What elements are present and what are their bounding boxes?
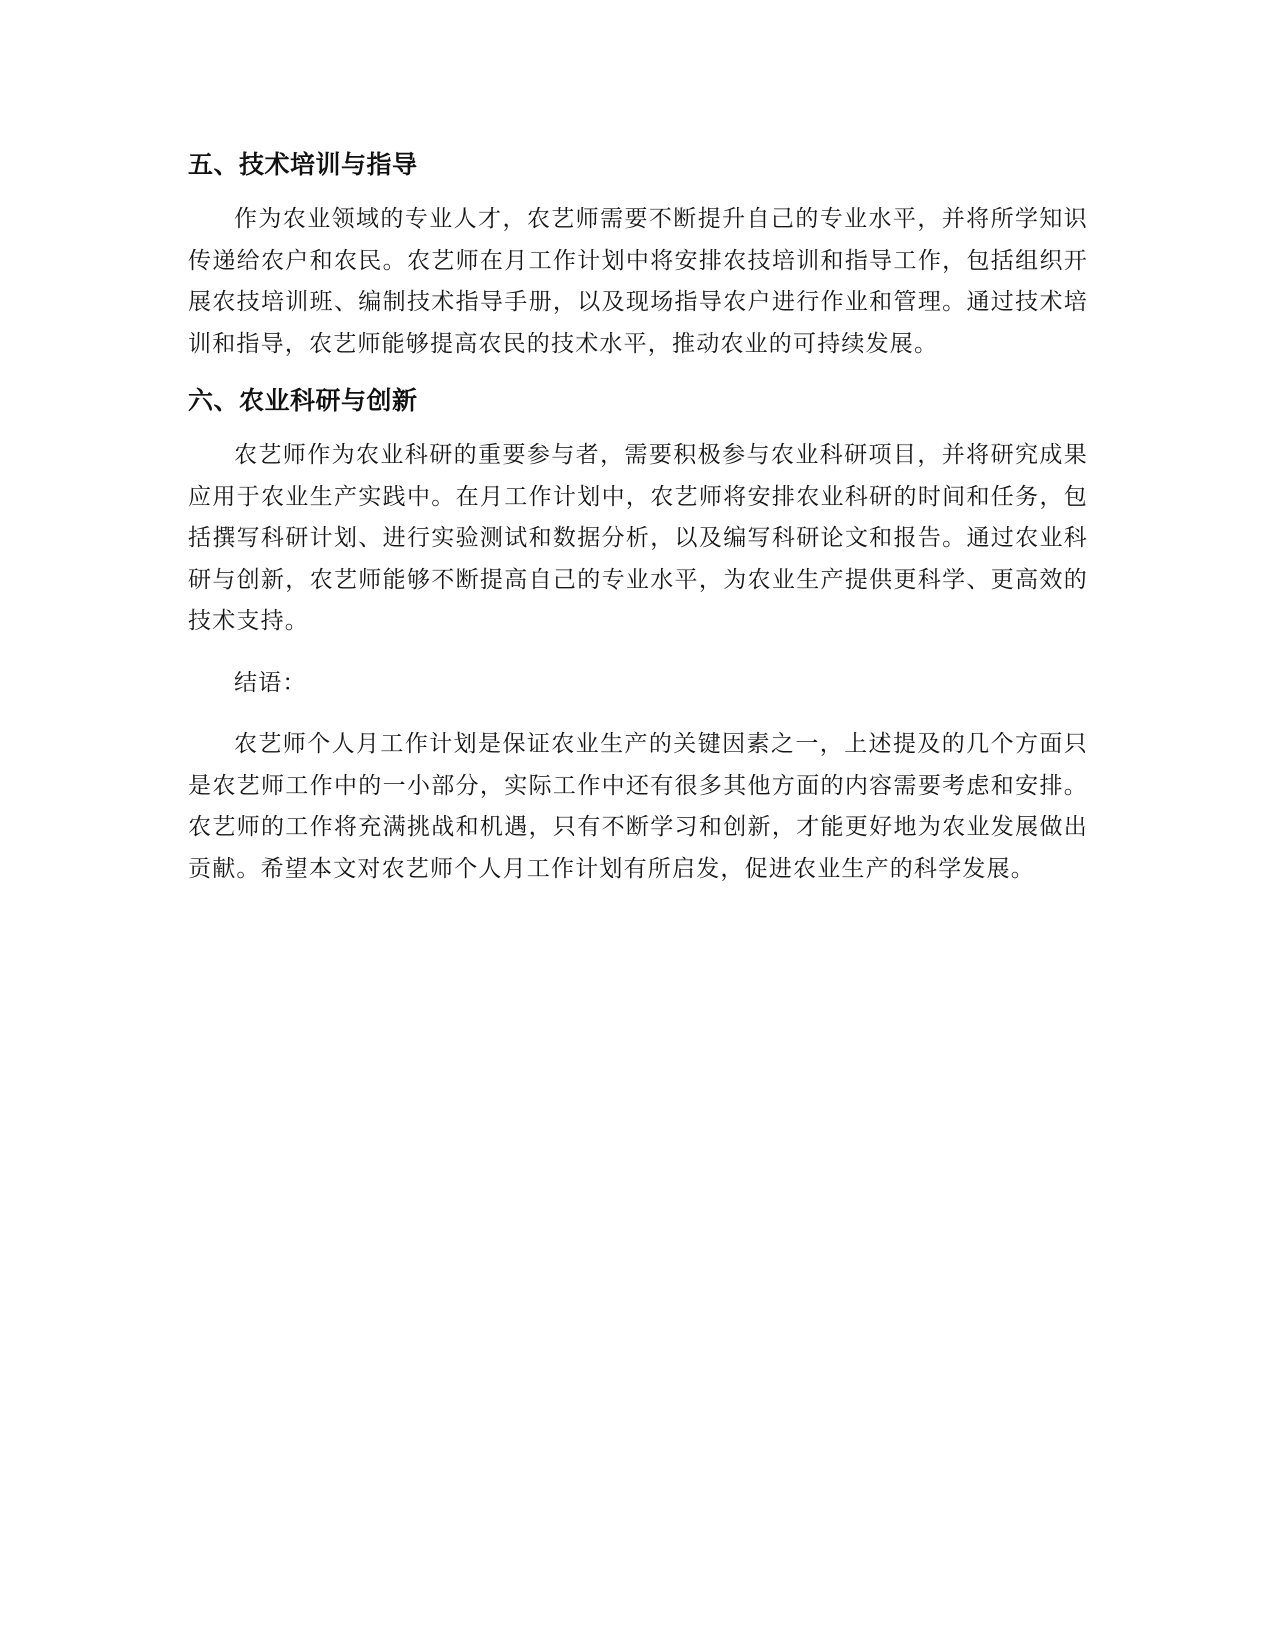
document-body xyxy=(188,148,1088,890)
section-paragraph-research: 农艺师作为农业科研的重要参与者，需要积极参与农业科研项目，并将研究成果应用于农业生产实践中。在月工作计划中，农艺师将安排农业科研的时间和任务，包括撰写科研计划、进行实验测试和数据分析，以及编写科研论文和报告。通过农业科研与创新，农艺师能够不断提高自己的专业水平，为农业生产提供更科学、更高效的技术支持。 xyxy=(188,442,1088,634)
conclusion-paragraph: 农艺师个人月工作计划是保证农业生产的关键因素之一，上述提及的几个方面只是农艺师工作中的一小部分，实际工作中还有很多其他方面的内容需要考虑和安排。农艺师的工作将充满挑战和机遇，只有不断学习和创新，才能更好地为农业发展做出贡献。希望本文对农艺师个人月工作计划有所启发，促进农业生产的科学发展。 xyxy=(188,731,1088,882)
section-heading-training: 五、技术培训与指导 xyxy=(188,150,418,179)
section-paragraph-training: 作为农业领域的专业人才，农艺师需要不断提升自己的专业水平，并将所学知识传递给农户和农民。农艺师在月工作计划中将安排农技培训和指导工作，包括组织开展农技培训班、编制技术指导手册，以及现场指导农户进行作业和管理。通过技术培训和指导，农艺师能够提高农民的技术水平，推动农业的可持续发展。 xyxy=(188,206,1088,357)
section-heading-research: 六、农业科研与创新 xyxy=(188,386,418,415)
conclusion-label: 结语： xyxy=(234,669,307,696)
